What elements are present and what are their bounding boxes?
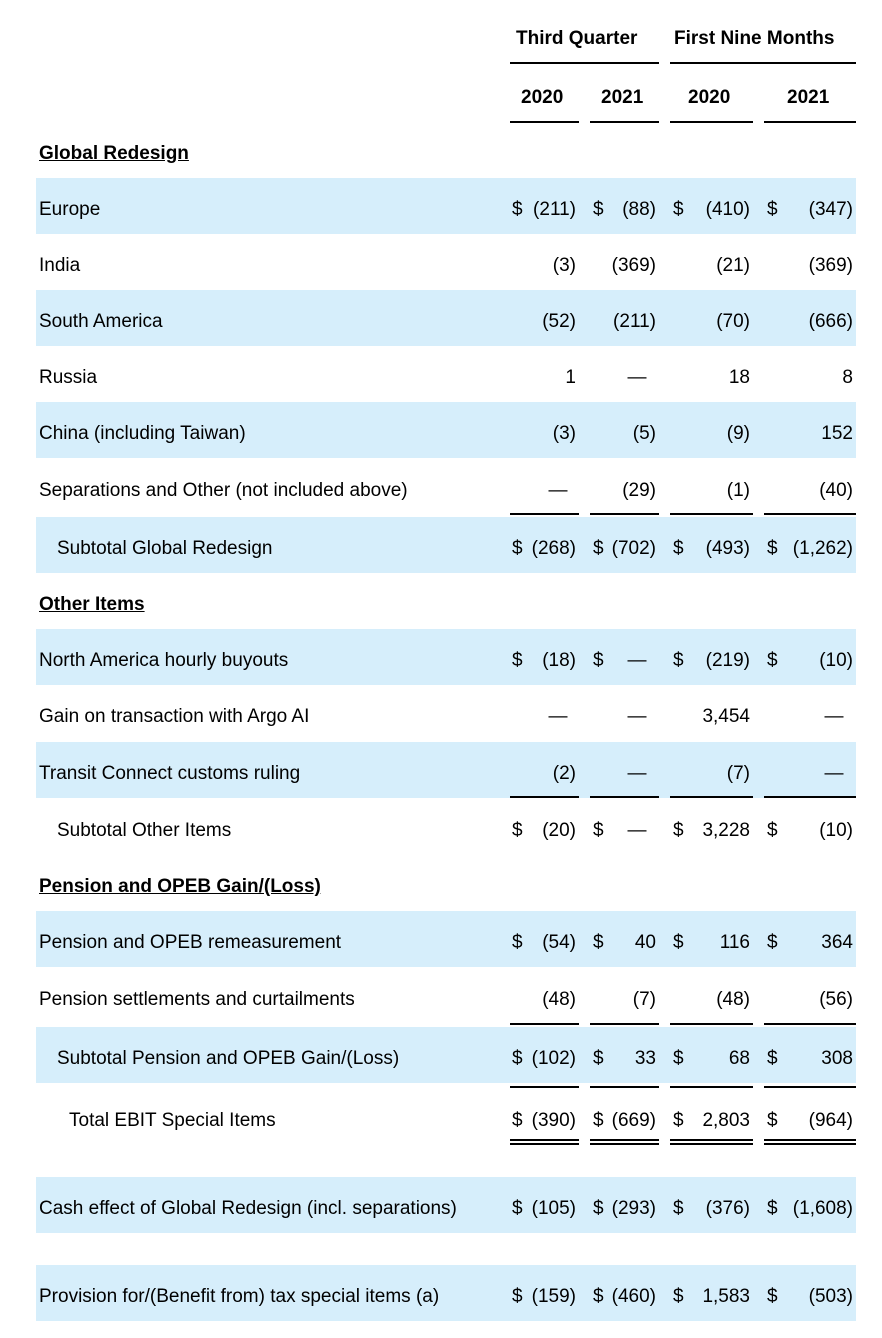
dollar-sign: $: [593, 538, 604, 559]
subtotal-rule: [590, 1023, 659, 1025]
subtotal-rule: [764, 513, 856, 515]
header-rule-first-nine-months: [670, 62, 856, 64]
value-cell: —: [548, 480, 568, 501]
section-pension: Pension and OPEB Gain/(Loss): [39, 876, 321, 897]
row-label: South America: [39, 311, 163, 332]
value-cell: 33: [634, 1048, 656, 1069]
value-cell: 364: [821, 932, 853, 953]
value-cell: —: [627, 820, 647, 841]
value-cell: (1,262): [792, 538, 853, 559]
total-double-rule: [670, 1139, 753, 1145]
dollar-sign: $: [767, 199, 778, 220]
dollar-sign: $: [593, 1198, 604, 1219]
dollar-sign: $: [673, 1286, 684, 1307]
value-cell: (70): [716, 311, 750, 332]
value-cell: 308: [821, 1048, 853, 1069]
year-rule: [670, 121, 753, 123]
value-cell: —: [627, 706, 647, 727]
subtotal-rule: [510, 513, 579, 515]
value-cell: 8: [842, 367, 853, 388]
value-cell: 18: [728, 367, 750, 388]
value-cell: (369): [611, 255, 656, 276]
dollar-sign: $: [512, 650, 523, 671]
year-rule: [764, 121, 856, 123]
subtotal-rule: [670, 513, 753, 515]
total-top-rule: [510, 1086, 579, 1088]
value-cell: (52): [542, 311, 576, 332]
total-top-rule: [764, 1086, 856, 1088]
value-cell: (964): [808, 1110, 853, 1131]
value-cell: (1): [726, 480, 750, 501]
year-rule: [590, 121, 659, 123]
dollar-sign: $: [673, 932, 684, 953]
dollar-sign: $: [673, 538, 684, 559]
dollar-sign: $: [767, 932, 778, 953]
dollar-sign: $: [673, 199, 684, 220]
dollar-sign: $: [593, 199, 604, 220]
value-cell: 3,228: [702, 820, 750, 841]
subtotal-rule: [590, 513, 659, 515]
value-cell: (5): [632, 423, 656, 444]
value-cell: (1,608): [792, 1198, 853, 1219]
value-cell: (669): [611, 1110, 656, 1131]
value-cell: (3): [552, 423, 576, 444]
value-cell: 68: [728, 1048, 750, 1069]
value-cell: (293): [611, 1198, 656, 1219]
value-cell: (7): [632, 989, 656, 1010]
value-cell: (18): [542, 650, 576, 671]
value-cell: —: [627, 650, 647, 671]
subtotal-rule: [510, 796, 579, 798]
row-label: Subtotal Global Redesign: [57, 538, 273, 559]
value-cell: (21): [716, 255, 750, 276]
value-cell: (40): [819, 480, 853, 501]
dollar-sign: $: [673, 1048, 684, 1069]
value-cell: —: [627, 763, 647, 784]
subtotal-rule: [670, 796, 753, 798]
row-label: Total EBIT Special Items: [69, 1110, 276, 1131]
dollar-sign: $: [593, 1048, 604, 1069]
value-cell: (219): [705, 650, 750, 671]
total-top-rule: [670, 1086, 753, 1088]
value-cell: (460): [611, 1286, 656, 1307]
row-label: Cash effect of Global Redesign (incl. separations): [39, 1198, 457, 1219]
value-cell: 40: [634, 932, 656, 953]
dollar-sign: $: [673, 1198, 684, 1219]
header-first-nine-months: First Nine Months: [674, 28, 835, 49]
section-other-items: Other Items: [39, 594, 145, 615]
value-cell: 1: [565, 367, 576, 388]
dollar-sign: $: [512, 1286, 523, 1307]
value-cell: (2): [552, 763, 576, 784]
value-cell: (20): [542, 820, 576, 841]
dollar-sign: $: [512, 1198, 523, 1219]
row-label: Pension settlements and curtailments: [39, 989, 355, 1010]
value-cell: (376): [705, 1198, 750, 1219]
header-year-q-2020: 2020: [521, 87, 564, 108]
row-label: India: [39, 255, 81, 276]
value-cell: (3): [552, 255, 576, 276]
value-cell: (390): [531, 1110, 576, 1131]
total-double-rule: [590, 1139, 659, 1145]
dollar-sign: $: [512, 199, 523, 220]
dollar-sign: $: [673, 820, 684, 841]
dollar-sign: $: [593, 820, 604, 841]
dollar-sign: $: [512, 820, 523, 841]
row-label: Provision for/(Benefit from) tax special items (a): [39, 1286, 440, 1307]
header-year-nm-2021: 2021: [787, 87, 830, 108]
value-cell: (9): [726, 423, 750, 444]
subtotal-rule: [764, 796, 856, 798]
value-cell: —: [627, 367, 647, 388]
total-double-rule: [510, 1139, 579, 1145]
dollar-sign: $: [593, 650, 604, 671]
dollar-sign: $: [593, 932, 604, 953]
dollar-sign: $: [512, 932, 523, 953]
dollar-sign: $: [767, 538, 778, 559]
value-cell: (48): [542, 989, 576, 1010]
dollar-sign: $: [512, 538, 523, 559]
row-label: Russia: [39, 367, 98, 388]
row-label: Transit Connect customs ruling: [39, 763, 301, 784]
dollar-sign: $: [593, 1286, 604, 1307]
header-year-q-2021: 2021: [601, 87, 644, 108]
value-cell: 152: [821, 423, 853, 444]
subtotal-rule: [670, 1023, 753, 1025]
header-year-nm-2020: 2020: [688, 87, 731, 108]
dollar-sign: $: [512, 1048, 523, 1069]
value-cell: (56): [819, 989, 853, 1010]
value-cell: (211): [533, 199, 576, 220]
value-cell: (666): [808, 311, 853, 332]
header-third-quarter: Third Quarter: [516, 28, 638, 49]
value-cell: (410): [705, 199, 750, 220]
value-cell: (48): [716, 989, 750, 1010]
row-label: Subtotal Other Items: [57, 820, 232, 841]
row-label: Gain on transaction with Argo AI: [39, 706, 310, 727]
row-label: China (including Taiwan): [39, 423, 246, 444]
value-cell: (702): [611, 538, 656, 559]
value-cell: (347): [808, 199, 853, 220]
dollar-sign: $: [767, 1110, 778, 1131]
subtotal-rule: [590, 796, 659, 798]
value-cell: 3,454: [702, 706, 750, 727]
value-cell: (493): [705, 538, 750, 559]
value-cell: (105): [531, 1198, 576, 1219]
dollar-sign: $: [767, 1048, 778, 1069]
row-label: Pension and OPEB remeasurement: [39, 932, 342, 953]
value-cell: (29): [622, 480, 656, 501]
value-cell: (102): [531, 1048, 576, 1069]
value-cell: (10): [819, 650, 853, 671]
dollar-sign: $: [767, 650, 778, 671]
value-cell: —: [548, 706, 568, 727]
row-label: Europe: [39, 199, 101, 220]
value-cell: (54): [542, 932, 576, 953]
value-cell: (503): [808, 1286, 853, 1307]
value-cell: 116: [719, 932, 750, 953]
dollar-sign: $: [593, 1110, 604, 1131]
value-cell: (211): [613, 311, 656, 332]
section-global-redesign: Global Redesign: [39, 143, 189, 164]
dollar-sign: $: [767, 820, 778, 841]
dollar-sign: $: [673, 650, 684, 671]
dollar-sign: $: [767, 1286, 778, 1307]
header-rule-third-quarter: [510, 62, 659, 64]
value-cell: —: [824, 763, 844, 784]
value-cell: (88): [622, 199, 656, 220]
value-cell: 1,583: [702, 1286, 750, 1307]
value-cell: (159): [531, 1286, 576, 1307]
value-cell: (7): [726, 763, 750, 784]
value-cell: (10): [819, 820, 853, 841]
dollar-sign: $: [767, 1198, 778, 1219]
value-cell: (268): [531, 538, 576, 559]
row-label: Separations and Other (not included above): [39, 480, 408, 501]
subtotal-rule: [510, 1023, 579, 1025]
value-cell: 2,803: [702, 1110, 750, 1131]
value-cell: (369): [808, 255, 853, 276]
dollar-sign: $: [512, 1110, 523, 1131]
year-rule: [510, 121, 579, 123]
dollar-sign: $: [673, 1110, 684, 1131]
total-double-rule: [764, 1139, 856, 1145]
total-top-rule: [590, 1086, 659, 1088]
row-label: Subtotal Pension and OPEB Gain/(Loss): [57, 1048, 400, 1069]
value-cell: —: [824, 706, 844, 727]
subtotal-rule: [764, 1023, 856, 1025]
row-label: North America hourly buyouts: [39, 650, 289, 671]
